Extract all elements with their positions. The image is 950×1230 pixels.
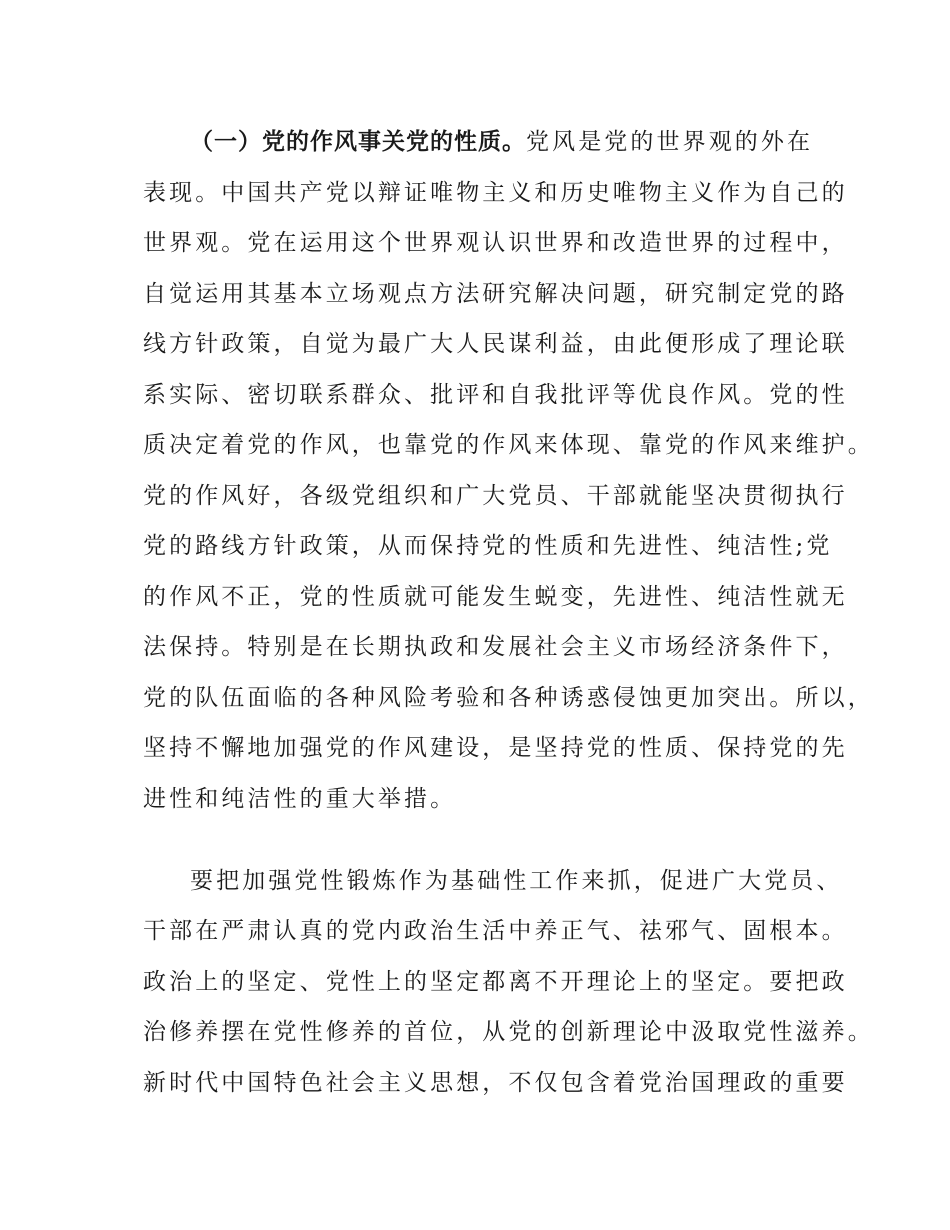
- paragraph-1-line: 法保持。特别是在长期执政和发展社会主义市场经济条件下，: [143, 634, 848, 660]
- paragraph-1-line: 党的队伍面临的各种风险考验和各种诱惑侵蚀更加突出。所以，: [143, 685, 874, 711]
- paragraph-1-line: 党的作风好，各级党组织和广大党员、干部就能坚决贯彻执行: [143, 483, 848, 509]
- paragraph-2-line: 政治上的坚定、党性上的坚定都离不开理论上的坚定。要把政: [143, 969, 848, 995]
- paragraph-2-line: 干部在严肃认真的党内政治生活中养正气、祛邪气、固根本。: [143, 918, 848, 944]
- paragraph-1-line: 线方针政策，自觉为最广大人民谋利益，由此便形成了理论联: [143, 331, 848, 357]
- section-heading: （一）党的作风事关党的性质。: [190, 129, 526, 155]
- paragraph-2-line: 治修养摆在党性修养的首位，从党的创新理论中汲取党性滋养。: [143, 1019, 874, 1045]
- paragraph-1-line: 坚持不懈地加强党的作风建设，是坚持党的性质、保持党的先: [143, 735, 848, 761]
- paragraph-1-line: 进性和纯洁性的重大举措。: [143, 786, 457, 812]
- paragraph-1-line-1: [190, 127, 813, 157]
- paragraph-1-line: 表现。中国共产党以辩证唯物主义和历史唯物主义作为自己的: [143, 180, 848, 206]
- paragraph-1-line: 系实际、密切联系群众、批评和自我批评等优良作风。党的性: [143, 382, 848, 408]
- paragraph-1-line: 世界观。党在运用这个世界观认识世界和改造世界的过程中，: [143, 230, 848, 256]
- paragraph-2-line-1: 要把加强党性锻炼作为基础性工作来抓，促进广大党员、: [190, 868, 843, 894]
- paragraph-2-line: 新时代中国特色社会主义思想，不仅包含着党治国理政的重要: [143, 1070, 848, 1096]
- paragraph-1-line: 的作风不正，党的性质就可能发生蜕变，先进性、纯洁性就无: [143, 584, 848, 610]
- paragraph-1-line: 自觉运用其基本立场观点方法研究解决问题，研究制定党的路: [143, 281, 848, 307]
- paragraph-1-line: 党的路线方针政策，从而保持党的性质和先进性、纯洁性;党: [143, 533, 833, 559]
- paragraph-1-line-1-text: 党风是党的世界观的外在: [526, 129, 814, 155]
- paragraph-1-line: 质决定着党的作风，也靠党的作风来体现、靠党的作风来维护。: [143, 432, 874, 458]
